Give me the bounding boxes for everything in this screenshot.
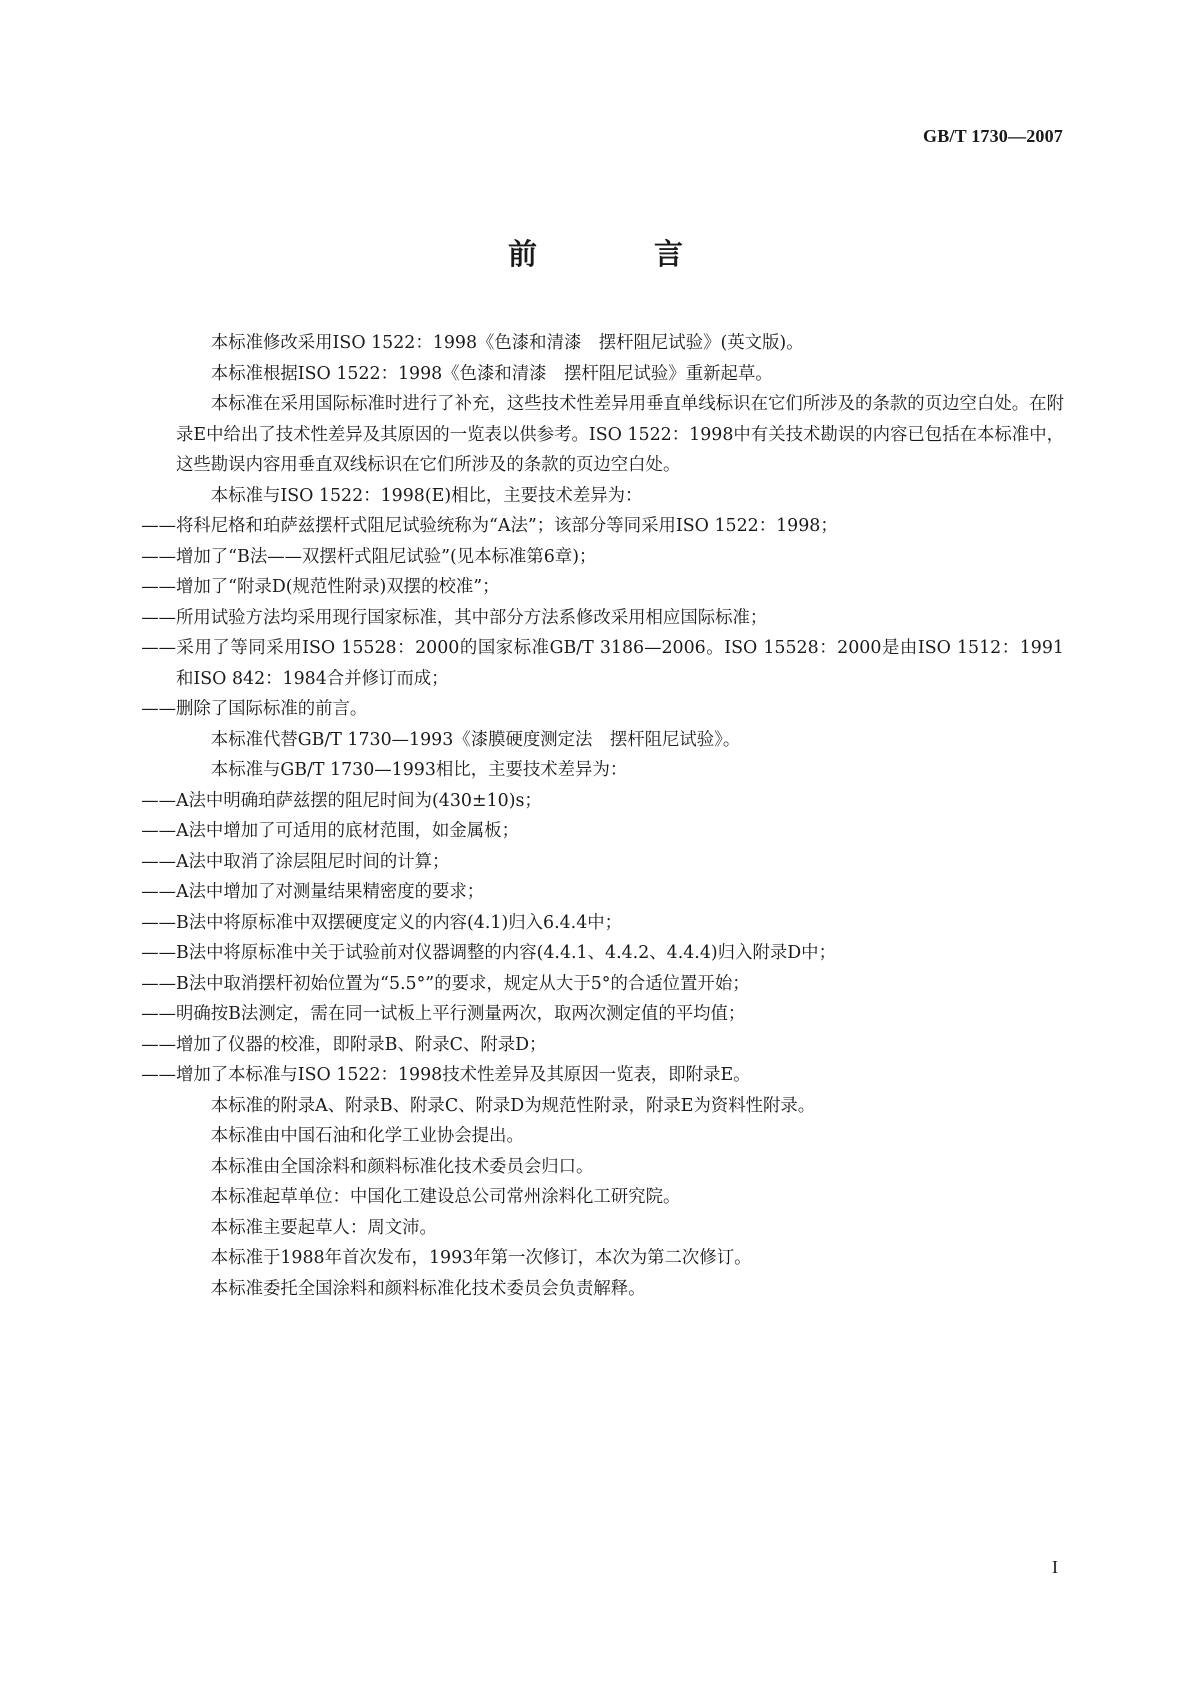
list-item: ——增加了仪器的校准，即附录B、附录C、附录D；: [141, 1034, 547, 1055]
list-item: ——所用试验方法均采用现行国家标准，其中部分方法系修改采用相应国际标准；: [141, 607, 768, 628]
paragraph: 本标准修改采用ISO 1522：1998《色漆和清漆 摆杆阻尼试验》(英文版)。: [210, 333, 804, 353]
list-item: ——采用了等同采用ISO 15528：2000的国家标准GB/T 3186—2006。ISO 15528：2000是由ISO 1512：1991和ISO 842：1984合并修订而成；: [141, 638, 1064, 689]
paragraph: 本标准在采用国际标准时进行了补充，这些技术性差异用垂直单线标识在它们所涉及的条款的页边空白处。在附录E中给出了技术性差异及其原因的一览表以供参考。ISO 1522：1998中有关技术勘误的内容已包括在本标准中，这些勘误内容用垂直双线标识在它们所涉及的条款的页边空白处。: [176, 394, 1064, 475]
foreword-body: [141, 328, 1064, 1304]
page-title: 前 言: [507, 237, 727, 271]
list-item: ——B法中将原标准中双摆硬度定义的内容(4.1)归入6.4.4中；: [141, 912, 623, 933]
paragraph: 本标准的附录A、附录B、附录C、附录D为规范性附录，附录E为资料性附录。: [210, 1095, 816, 1116]
list-item: ——删除了国际标准的前言。: [141, 699, 368, 719]
list-item: ——将科尼格和珀萨兹摆杆式阻尼试验统称为“A法”；该部分等同采用ISO 1522：1998；: [141, 516, 838, 536]
paragraph: 本标准根据ISO 1522：1998《色漆和清漆 摆杆阻尼试验》重新起草。: [210, 363, 773, 384]
paragraph: 本标准于1988年首次发布，1993年第一次修订，本次为第二次修订。: [210, 1248, 752, 1268]
paragraph: 本标准与GB/T 1730—1993相比，主要技术差异为：: [210, 760, 628, 780]
paragraph: 本标准委托全国涂料和颜料标准化技术委员会负责解释。: [210, 1278, 646, 1299]
standard-code: GB/T 1730—2007: [923, 126, 1063, 146]
list-item: ——A法中取消了涂层阻尼时间的计算；: [141, 851, 450, 872]
paragraph: 本标准代替GB/T 1730—1993《漆膜硬度测定法 摆杆阻尼试验》。: [210, 729, 741, 750]
list-item: ——增加了“附录D(规范性附录)双摆的校准”；: [141, 577, 500, 597]
paragraph: 本标准与ISO 1522：1998(E)相比，主要技术差异为：: [210, 485, 643, 506]
list-item: ——A法中增加了可适用的底材范围，如金属板；: [141, 821, 519, 841]
list-item: ——B法中将原标准中关于试验前对仪器调整的内容(4.4.1、4.4.2、4.4.4)归入附录D中；: [141, 943, 836, 963]
paragraph: 本标准由中国石油和化学工业协会提出。: [210, 1126, 524, 1146]
list-item: ——A法中增加了对测量结果精密度的要求；: [141, 882, 485, 902]
list-item: ——B法中取消摆杆初始位置为“5.5°”的要求，规定从大于5°的合适位置开始；: [141, 973, 750, 994]
page-number: I: [1052, 1557, 1058, 1577]
list-item: ——A法中明确珀萨兹摆的阻尼时间为(430±10)s；: [141, 790, 542, 811]
paragraph: 本标准起草单位：中国化工建设总公司常州涂料化工研究院。: [210, 1187, 681, 1207]
list-item: ——增加了本标准与ISO 1522：1998技术性差异及其原因一览表，即附录E。: [141, 1065, 751, 1085]
list-item: ——增加了“B法——双摆杆式阻尼试验”(见本标准第6章)；: [141, 546, 597, 567]
paragraph: 本标准由全国涂料和颜料标准化技术委员会归口。: [210, 1156, 594, 1177]
list-item: ——明确按B法测定，需在同一试板上平行测量两次，取两次测定值的平均值；: [141, 1004, 746, 1024]
paragraph: 本标准主要起草人：周文沛。: [210, 1217, 437, 1238]
